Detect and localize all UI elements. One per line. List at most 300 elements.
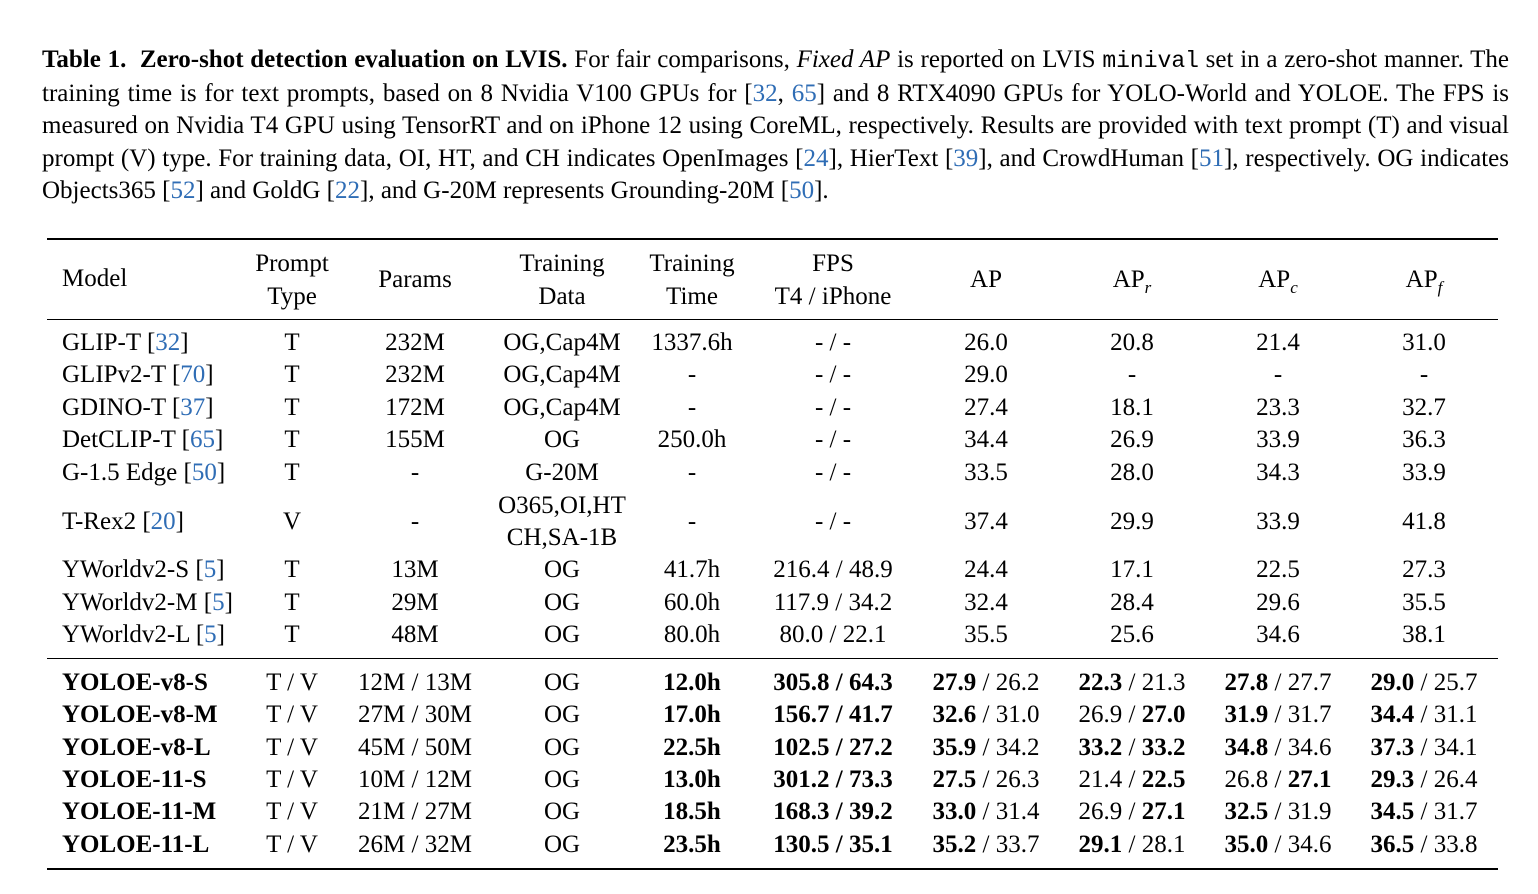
model-name: T-Rex2 bbox=[62, 508, 137, 535]
visual-prompt-value: 27.0 bbox=[1141, 701, 1186, 728]
ap-r-cell: 29.9 bbox=[1110, 508, 1154, 535]
ap-r-cell: 26.9 bbox=[1110, 426, 1154, 453]
prompt-type-cell: T bbox=[284, 621, 300, 648]
separator: / bbox=[1268, 766, 1288, 793]
separator: / bbox=[976, 831, 996, 858]
caption-text: is reported on LVIS bbox=[890, 46, 1103, 73]
training-time-cell: 1337.6h bbox=[651, 329, 733, 356]
caption-text: ] and 8 RTX4090 GPUs for YOLO-World and YOLOE. The FPS is measured on Nvidia T4 GPU using TensorRT and on iPhone 12 using CoreML, respectively. Results are provided with text prompt (T) and visual prompt (V) type. For training data, OI, HT, and CH indicates OpenImages [ bbox=[42, 79, 1510, 172]
model-name-cell bbox=[62, 587, 233, 619]
header-rule bbox=[47, 319, 1498, 320]
citation-link[interactable]: 50 bbox=[789, 177, 815, 204]
text-prompt-value: 32.5 bbox=[1224, 798, 1269, 825]
training-time-cell: 41.7h bbox=[663, 556, 721, 583]
ap-f-cell: 27.3 bbox=[1402, 556, 1446, 583]
caption-text: ], and G-20M represents Grounding-20M [ bbox=[360, 177, 790, 204]
training-data-cell: OG bbox=[543, 734, 581, 761]
ap-c-cell bbox=[1225, 764, 1332, 796]
text-prompt-value: 35.0 bbox=[1224, 831, 1269, 858]
citation-link[interactable]: 22 bbox=[335, 177, 361, 204]
bracket: [ bbox=[189, 556, 204, 583]
ap-r-cell: 28.4 bbox=[1110, 589, 1154, 616]
ap-f-cell bbox=[1371, 796, 1478, 828]
col-header-ap-c bbox=[1258, 263, 1298, 296]
ap-r-cell: 17.1 bbox=[1110, 556, 1154, 583]
header-text: Prompt bbox=[255, 250, 329, 277]
caption-label: Table 1. bbox=[42, 46, 127, 73]
model-name: GDINO-T bbox=[62, 394, 166, 421]
col-header-training-data bbox=[519, 247, 604, 313]
fps-cell: 305.8 / 64.3 bbox=[773, 669, 893, 696]
training-data-cell: OG bbox=[543, 426, 581, 453]
ap-c-cell: 29.6 bbox=[1256, 589, 1300, 616]
params-cell: 45M / 50M bbox=[358, 734, 472, 761]
training-time-cell: 13.0h bbox=[663, 766, 721, 793]
bracket: [ bbox=[175, 426, 190, 453]
ap-c-cell: - bbox=[1273, 361, 1283, 388]
visual-prompt-value: 34.1 bbox=[1433, 734, 1478, 761]
visual-prompt-value: 31.4 bbox=[995, 798, 1040, 825]
visual-prompt-value: 22.5 bbox=[1141, 766, 1186, 793]
model-name-cell: YOLOE-v8-M bbox=[62, 701, 218, 728]
fps-cell: 102.5 / 27.2 bbox=[773, 734, 893, 761]
text-prompt-value: 21.4 bbox=[1078, 766, 1123, 793]
training-time-cell: 250.0h bbox=[657, 426, 727, 453]
text-prompt-value: 33.0 bbox=[932, 798, 977, 825]
model-name-cell: YOLOE-11-M bbox=[62, 798, 217, 825]
ap-f-cell: 36.3 bbox=[1402, 426, 1446, 453]
bracket: ] bbox=[205, 361, 214, 388]
citation-link[interactable]: 5 bbox=[204, 621, 217, 648]
model-name: G-1.5 Edge bbox=[62, 459, 178, 486]
training-data-cell: OG bbox=[543, 701, 581, 728]
model-name: DetCLIP-T bbox=[62, 426, 176, 453]
fps-cell: - / - bbox=[814, 459, 852, 486]
fps-cell: - / - bbox=[814, 508, 852, 535]
ap-r-cell: 18.1 bbox=[1110, 394, 1154, 421]
citation-link[interactable]: 5 bbox=[212, 589, 225, 616]
visual-prompt-value: 26.3 bbox=[995, 766, 1040, 793]
separator: / bbox=[1122, 734, 1142, 761]
text-prompt-value: 34.4 bbox=[1370, 701, 1415, 728]
visual-prompt-value: 31.1 bbox=[1433, 701, 1478, 728]
text-prompt-value: 26.9 bbox=[1078, 701, 1123, 728]
separator: / bbox=[976, 701, 996, 728]
ap-cell: 37.4 bbox=[964, 508, 1008, 535]
visual-prompt-value: 28.1 bbox=[1141, 831, 1186, 858]
ap-cell: 34.4 bbox=[964, 426, 1008, 453]
training-data-cell: OG bbox=[543, 556, 581, 583]
visual-prompt-value: 31.0 bbox=[995, 701, 1040, 728]
header-subscript: r bbox=[1144, 278, 1152, 297]
ap-f-cell: 38.1 bbox=[1402, 621, 1446, 648]
ap-r-cell bbox=[1079, 764, 1186, 796]
col-header-params: Params bbox=[378, 266, 452, 293]
bracket: ] bbox=[216, 459, 226, 486]
ap-f-cell bbox=[1371, 732, 1478, 764]
fps-cell: - / - bbox=[814, 426, 852, 453]
params-cell: 172M bbox=[385, 394, 445, 421]
text-prompt-value: 26.9 bbox=[1078, 798, 1123, 825]
ap-c-cell: 34.3 bbox=[1256, 459, 1300, 486]
ap-c-cell: 33.9 bbox=[1256, 508, 1300, 535]
visual-prompt-value: 34.2 bbox=[995, 734, 1040, 761]
ap-cell bbox=[933, 732, 1040, 764]
text-prompt-value: 29.1 bbox=[1078, 831, 1123, 858]
ap-c-cell bbox=[1225, 829, 1332, 861]
ap-cell: 33.5 bbox=[964, 459, 1008, 486]
caption-text: ], respectively. OG indicates Objects365 [ bbox=[42, 144, 1509, 204]
header-text: FPS bbox=[812, 250, 854, 277]
bracket: ] bbox=[175, 508, 184, 535]
header-text: AP bbox=[1405, 266, 1438, 293]
model-name-cell: YOLOE-v8-L bbox=[62, 734, 211, 761]
training-time-cell: - bbox=[687, 508, 697, 535]
citation-link[interactable]: 65 bbox=[190, 426, 215, 453]
ap-cell: 35.5 bbox=[964, 621, 1008, 648]
separator: / bbox=[1268, 669, 1288, 696]
ap-f-cell: 41.8 bbox=[1402, 508, 1446, 535]
citation-link[interactable]: 51 bbox=[1198, 144, 1224, 172]
params-cell: 155M bbox=[385, 426, 445, 453]
citation-link[interactable]: 5 bbox=[203, 556, 217, 583]
header-text: T4 / iPhone bbox=[774, 283, 892, 310]
ap-f-cell: 32.7 bbox=[1402, 394, 1446, 421]
prompt-type-cell: T bbox=[284, 556, 300, 583]
ap-cell: 29.0 bbox=[964, 361, 1008, 388]
ap-cell: 26.0 bbox=[964, 329, 1008, 356]
bracket: ] bbox=[180, 329, 189, 356]
ap-cell: 27.4 bbox=[964, 394, 1008, 421]
model-name: GLIPv2-T bbox=[62, 361, 166, 388]
bracket: [ bbox=[140, 329, 156, 356]
separator: / bbox=[1268, 798, 1288, 825]
training-data-cell: CH,SA-1B bbox=[506, 524, 618, 551]
fps-cell: 216.4 / 48.9 bbox=[773, 556, 893, 583]
training-data-cell: OG,Cap4M bbox=[503, 394, 621, 421]
training-time-cell: 80.0h bbox=[663, 621, 721, 648]
visual-prompt-value: 31.7 bbox=[1433, 798, 1478, 825]
caption-text: set in a zero-shot manner. The training time is for text prompts, based on 8 Nvidia V100 GPUs for [ bbox=[42, 46, 1510, 107]
text-prompt-value: 35.9 bbox=[932, 734, 977, 761]
prompt-type-cell: T bbox=[284, 589, 300, 616]
visual-prompt-value: 33.8 bbox=[1433, 831, 1478, 858]
model-name: YWorldv2-S bbox=[62, 556, 190, 583]
ap-f-cell: 33.9 bbox=[1402, 459, 1446, 486]
caption-text: ]. bbox=[814, 177, 829, 204]
header-subscript: f bbox=[1437, 278, 1443, 297]
caption-text: For fair comparisons, bbox=[567, 46, 797, 73]
model-name-cell: YOLOE-v8-S bbox=[62, 669, 208, 696]
group-separator-rule bbox=[47, 658, 1498, 659]
col-header-ap-f bbox=[1406, 263, 1443, 296]
ap-r-cell bbox=[1079, 732, 1186, 764]
training-data-cell: G-20M bbox=[525, 459, 599, 486]
separator: / bbox=[1414, 798, 1434, 825]
text-prompt-value: 27.9 bbox=[932, 669, 977, 696]
header-text: Training bbox=[519, 250, 605, 277]
col-header-ap: AP bbox=[970, 266, 1002, 293]
text-prompt-value: 26.8 bbox=[1224, 766, 1269, 793]
separator: / bbox=[1122, 766, 1142, 793]
params-cell: 48M bbox=[391, 621, 439, 648]
training-data-cell: OG bbox=[543, 831, 581, 858]
ap-c-cell: 22.5 bbox=[1256, 556, 1300, 583]
training-time-cell: 17.0h bbox=[663, 701, 721, 728]
citation-link[interactable]: 52 bbox=[170, 177, 196, 204]
fps-cell: 301.2 / 73.3 bbox=[773, 766, 893, 793]
ap-cell bbox=[933, 699, 1040, 731]
model-name-cell: YOLOE-11-S bbox=[62, 766, 207, 793]
header-text: Type bbox=[267, 283, 317, 310]
col-header-training-time bbox=[649, 247, 734, 313]
text-prompt-value: 29.3 bbox=[1370, 766, 1415, 793]
visual-prompt-value: 31.7 bbox=[1287, 701, 1332, 728]
training-data-cell: OG bbox=[543, 798, 581, 825]
separator: / bbox=[1414, 669, 1434, 696]
visual-prompt-value: 34.6 bbox=[1287, 734, 1332, 761]
separator: / bbox=[1122, 701, 1142, 728]
bracket: ] bbox=[216, 556, 225, 583]
training-time-cell: 22.5h bbox=[663, 734, 721, 761]
caption-title: Zero-shot detection evaluation on LVIS. bbox=[139, 46, 568, 73]
training-data-cell: O365,OI,HT bbox=[498, 492, 626, 519]
citation-link[interactable]: 39 bbox=[953, 144, 979, 172]
col-header-prompt-type bbox=[255, 247, 329, 313]
prompt-type-cell: T bbox=[284, 459, 300, 486]
separator: / bbox=[1268, 831, 1288, 858]
prompt-type-cell: T bbox=[284, 329, 300, 356]
bracket: ] bbox=[205, 394, 214, 421]
caption-fixed-ap: Fixed AP bbox=[796, 46, 891, 73]
ap-f-cell bbox=[1371, 829, 1478, 861]
model-name-cell bbox=[62, 457, 225, 489]
ap-cell: 24.4 bbox=[964, 556, 1008, 583]
fps-cell: 168.3 / 39.2 bbox=[773, 798, 893, 825]
citation-link[interactable]: 65 bbox=[791, 79, 817, 107]
training-data-cell: OG bbox=[543, 669, 581, 696]
text-prompt-value: 32.6 bbox=[932, 701, 977, 728]
caption-minival: minival bbox=[1102, 48, 1199, 74]
fps-cell: - / - bbox=[814, 361, 852, 388]
separator: / bbox=[1122, 669, 1142, 696]
params-cell: 232M bbox=[385, 361, 445, 388]
ap-r-cell bbox=[1079, 667, 1186, 699]
fps-cell: 117.9 / 34.2 bbox=[773, 589, 893, 616]
fps-cell: 80.0 / 22.1 bbox=[779, 621, 887, 648]
model-name: YWorldv2-L bbox=[62, 621, 190, 648]
text-prompt-value: 27.8 bbox=[1224, 669, 1269, 696]
training-data-cell: OG bbox=[543, 589, 581, 616]
bracket: [ bbox=[165, 394, 181, 421]
fps-cell: - / - bbox=[814, 329, 852, 356]
prompt-type-cell: T / V bbox=[266, 701, 318, 728]
citation-link[interactable]: 32 bbox=[752, 79, 778, 107]
text-prompt-value: 27.5 bbox=[932, 766, 977, 793]
prompt-type-cell: V bbox=[282, 508, 302, 535]
header-text: AP bbox=[1258, 266, 1291, 293]
prompt-type-cell: T / V bbox=[266, 798, 318, 825]
separator: / bbox=[1268, 701, 1288, 728]
model-name-cell bbox=[62, 619, 225, 651]
visual-prompt-value: 33.7 bbox=[995, 831, 1040, 858]
ap-r-cell: 25.6 bbox=[1110, 621, 1154, 648]
ap-r-cell bbox=[1079, 796, 1186, 828]
params-cell: 12M / 13M bbox=[358, 669, 472, 696]
prompt-type-cell: T bbox=[284, 394, 300, 421]
text-prompt-value: 34.5 bbox=[1370, 798, 1415, 825]
params-cell: - bbox=[410, 459, 420, 486]
table-bottom-rule bbox=[47, 868, 1498, 870]
model-name-cell bbox=[62, 424, 223, 456]
training-time-cell: 18.5h bbox=[663, 798, 721, 825]
ap-c-cell bbox=[1225, 732, 1332, 764]
ap-c-cell: 21.4 bbox=[1256, 329, 1300, 356]
visual-prompt-value: 27.1 bbox=[1287, 766, 1332, 793]
training-time-cell: - bbox=[687, 459, 697, 486]
visual-prompt-value: 34.6 bbox=[1287, 831, 1332, 858]
separator: / bbox=[976, 669, 996, 696]
text-prompt-value: 35.2 bbox=[932, 831, 977, 858]
ap-r-cell: - bbox=[1127, 361, 1137, 388]
caption-text: ], and CrowdHuman [ bbox=[978, 144, 1199, 172]
ap-r-cell bbox=[1079, 699, 1186, 731]
prompt-type-cell: T bbox=[284, 426, 300, 453]
ap-c-cell: 34.6 bbox=[1256, 621, 1300, 648]
caption-text: ] and GoldG [ bbox=[195, 177, 336, 204]
text-prompt-value: 36.5 bbox=[1370, 831, 1415, 858]
ap-cell bbox=[933, 796, 1040, 828]
params-cell: 21M / 27M bbox=[358, 798, 472, 825]
prompt-type-cell: T bbox=[284, 361, 300, 388]
params-cell: 26M / 32M bbox=[358, 831, 472, 858]
training-time-cell: 60.0h bbox=[663, 589, 721, 616]
model-name-cell bbox=[62, 327, 189, 359]
ap-r-cell: 20.8 bbox=[1110, 329, 1154, 356]
visual-prompt-value: 25.7 bbox=[1433, 669, 1478, 696]
citation-link[interactable]: 32 bbox=[155, 329, 181, 356]
model-name-cell bbox=[62, 554, 225, 586]
ap-r-cell bbox=[1079, 829, 1186, 861]
ap-f-cell: - bbox=[1419, 361, 1429, 388]
model-name-cell bbox=[62, 392, 214, 424]
ap-c-cell: 23.3 bbox=[1256, 394, 1300, 421]
fps-cell: 130.5 / 35.1 bbox=[773, 831, 893, 858]
bracket: ] bbox=[224, 589, 233, 616]
bracket: ] bbox=[216, 621, 225, 648]
bracket: ] bbox=[215, 426, 224, 453]
citation-link[interactable]: 50 bbox=[191, 459, 217, 486]
prompt-type-cell: T / V bbox=[266, 669, 318, 696]
separator: / bbox=[1122, 831, 1142, 858]
citation-link[interactable]: 24 bbox=[803, 144, 829, 172]
training-time-cell: 12.0h bbox=[663, 669, 721, 696]
ap-f-cell: 35.5 bbox=[1402, 589, 1446, 616]
bracket: [ bbox=[177, 459, 192, 486]
header-text: Training bbox=[649, 250, 735, 277]
fps-cell: - / - bbox=[814, 394, 852, 421]
visual-prompt-value: 33.2 bbox=[1141, 734, 1186, 761]
ap-r-cell: 28.0 bbox=[1110, 459, 1154, 486]
ap-f-cell bbox=[1371, 764, 1478, 796]
citation-link[interactable]: 70 bbox=[180, 361, 206, 388]
ap-cell: 32.4 bbox=[964, 589, 1008, 616]
table-caption bbox=[42, 44, 1509, 208]
separator: / bbox=[1414, 734, 1434, 761]
model-name: YWorldv2-M bbox=[62, 589, 198, 616]
text-prompt-value: 37.3 bbox=[1370, 734, 1415, 761]
citation-link[interactable]: 20 bbox=[150, 508, 176, 535]
col-header-ap-r bbox=[1113, 263, 1152, 296]
ap-c-cell bbox=[1225, 699, 1332, 731]
visual-prompt-value: 21.3 bbox=[1141, 669, 1186, 696]
fps-cell: 156.7 / 41.7 bbox=[773, 701, 893, 728]
ap-cell bbox=[933, 764, 1040, 796]
training-data-cell: OG bbox=[543, 621, 581, 648]
caption-text: , bbox=[777, 79, 792, 107]
params-cell: - bbox=[410, 508, 420, 535]
training-data-cell: OG,Cap4M bbox=[503, 329, 621, 356]
text-prompt-value: 31.9 bbox=[1224, 701, 1269, 728]
text-prompt-value: 29.0 bbox=[1370, 669, 1415, 696]
ap-cell bbox=[933, 667, 1040, 699]
visual-prompt-value: 26.2 bbox=[995, 669, 1040, 696]
ap-f-cell bbox=[1371, 667, 1478, 699]
training-time-cell: - bbox=[687, 394, 697, 421]
separator: / bbox=[1414, 766, 1434, 793]
text-prompt-value: 33.2 bbox=[1078, 734, 1123, 761]
text-prompt-value: 34.8 bbox=[1224, 734, 1269, 761]
model-name-cell: YOLOE-11-L bbox=[62, 831, 210, 858]
header-text: AP bbox=[1112, 266, 1145, 293]
col-header-fps bbox=[775, 247, 892, 313]
citation-link[interactable]: 37 bbox=[180, 394, 206, 421]
params-cell: 29M bbox=[391, 589, 439, 616]
visual-prompt-value: 27.7 bbox=[1287, 669, 1332, 696]
separator: / bbox=[1268, 734, 1288, 761]
bracket: [ bbox=[136, 508, 151, 535]
ap-cell bbox=[933, 829, 1040, 861]
separator: / bbox=[1414, 831, 1434, 858]
separator: / bbox=[1414, 701, 1434, 728]
params-cell: 10M / 12M bbox=[358, 766, 472, 793]
table-top-rule bbox=[47, 238, 1498, 240]
separator: / bbox=[976, 766, 996, 793]
training-data-cell: OG,Cap4M bbox=[503, 361, 621, 388]
header-subscript: c bbox=[1290, 278, 1298, 297]
prompt-type-cell: T / V bbox=[266, 831, 318, 858]
prompt-type-cell: T / V bbox=[266, 766, 318, 793]
params-cell: 13M bbox=[391, 556, 439, 583]
bracket: [ bbox=[165, 361, 181, 388]
params-cell: 232M bbox=[385, 329, 445, 356]
ap-c-cell bbox=[1225, 796, 1332, 828]
separator: / bbox=[976, 798, 996, 825]
training-time-cell: - bbox=[687, 361, 697, 388]
model-name-cell bbox=[62, 359, 214, 391]
header-text: Time bbox=[666, 283, 718, 310]
text-prompt-value: 22.3 bbox=[1078, 669, 1123, 696]
training-data-cell: OG bbox=[543, 766, 581, 793]
separator: / bbox=[1122, 798, 1142, 825]
ap-f-cell: 31.0 bbox=[1402, 329, 1446, 356]
col-header-model: Model bbox=[62, 265, 128, 292]
bracket: [ bbox=[189, 621, 205, 648]
ap-f-cell bbox=[1371, 699, 1478, 731]
separator: / bbox=[976, 734, 996, 761]
model-name: GLIP-T bbox=[62, 329, 141, 356]
training-time-cell: 23.5h bbox=[663, 831, 721, 858]
